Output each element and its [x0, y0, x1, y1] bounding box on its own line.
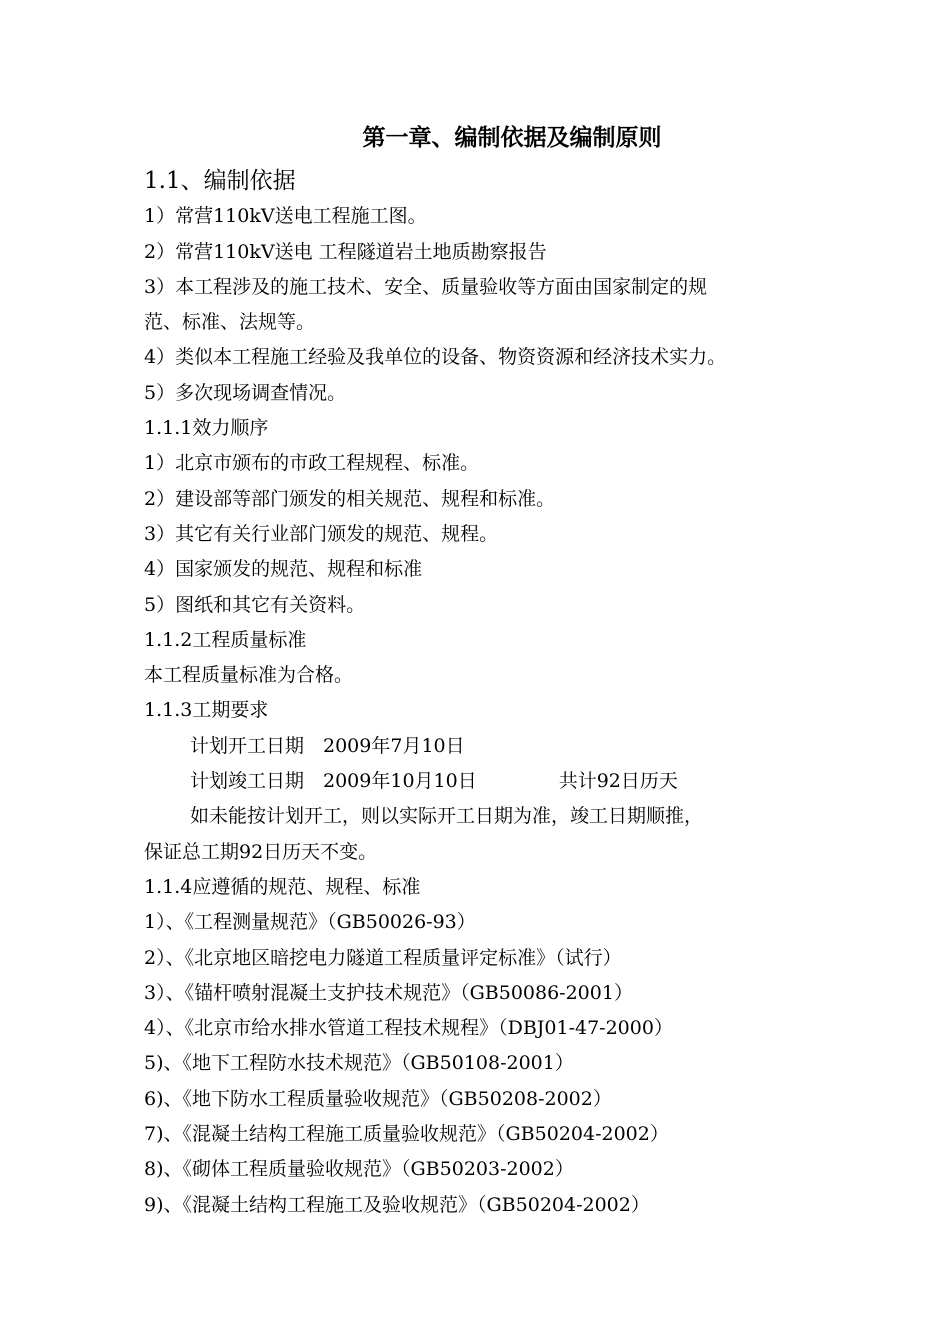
- standard-item: 2）、《北京地区暗挖电力隧道工程质量评定标准》（试行）: [144, 946, 622, 969]
- standard-item: 4）、《北京市给水排水管道工程技术规程》（DBJ01-47-2000）: [144, 1017, 673, 1040]
- basis-item: 5）多次现场调查情况。: [144, 381, 347, 404]
- standard-item: 8)、《砌体工程质量验收规范》（GB50203-2002）: [144, 1158, 574, 1181]
- effect-item: 2）建设部等部门颁发的相关规范、规程和标准。: [144, 487, 556, 510]
- quality-text: 本工程质量标准为合格。: [144, 664, 354, 687]
- basis-item: 2）常营110kV送电 工程隧道岩土地质勘察报告: [144, 240, 547, 263]
- effect-item: 5）图纸和其它有关资料。: [144, 593, 366, 616]
- standards-heading: 1.1.4应遵循的规范、规程、标准: [144, 875, 421, 898]
- schedule-heading: 1.1.3工期要求: [144, 699, 269, 722]
- effect-heading: 1.1.1效力顺序: [144, 417, 269, 440]
- basis-item: 3）本工程涉及的施工技术、安全、质量验收等方面由国家制定的规: [144, 275, 708, 298]
- standard-item: 7)、《混凝土结构工程施工质量验收规范》（GB50204-2002）: [144, 1123, 669, 1146]
- effect-item: 3）其它有关行业部门颁发的规范、规程。: [144, 522, 499, 545]
- standard-item: 3）、《锚杆喷射混凝土支护技术规范》（GB50086-2001）: [144, 981, 633, 1004]
- schedule-total: 共计92日历天: [558, 770, 678, 793]
- chapter-title: 第一章、编制依据及编制原则: [362, 124, 662, 151]
- quality-heading: 1.1.2工程质量标准: [144, 628, 307, 651]
- schedule-end-row: [144, 764, 834, 799]
- basis-item: 4）类似本工程施工经验及我单位的设备、物资资源和经济技术实力。: [144, 346, 727, 369]
- effect-item: 4）国家颁发的规范、规程和标准: [144, 558, 423, 581]
- basis-item: 范、标准、法规等。: [144, 311, 316, 334]
- standard-item: 5)、《地下工程防水技术规范》（GB50108-2001）: [144, 1052, 574, 1075]
- section-heading: 1.1、编制依据: [144, 168, 296, 194]
- basis-item: 1）常营110kV送电工程施工图。: [144, 205, 427, 228]
- schedule-start: 计划开工日期 2009年7月10日: [190, 734, 465, 757]
- schedule-note-continued: 保证总工期92日历天不变。: [144, 840, 378, 863]
- standard-item: 9)、《混凝土结构工程施工及验收规范》（GB50204-2002）: [144, 1193, 650, 1216]
- standard-item: 1）、《工程测量规范》（GB50026-93）: [144, 911, 476, 934]
- schedule-end: 计划竣工日期 2009年10月10日: [190, 770, 477, 793]
- document-body: [144, 164, 834, 1223]
- effect-item: 1）北京市颁布的市政工程规程、标准。: [144, 452, 480, 475]
- schedule-note: 如未能按计划开工，则以实际开工日期为准，竣工日期顺推，: [190, 805, 704, 828]
- standard-item: 6)、《地下防水工程质量验收规范》（GB50208-2002）: [144, 1087, 612, 1110]
